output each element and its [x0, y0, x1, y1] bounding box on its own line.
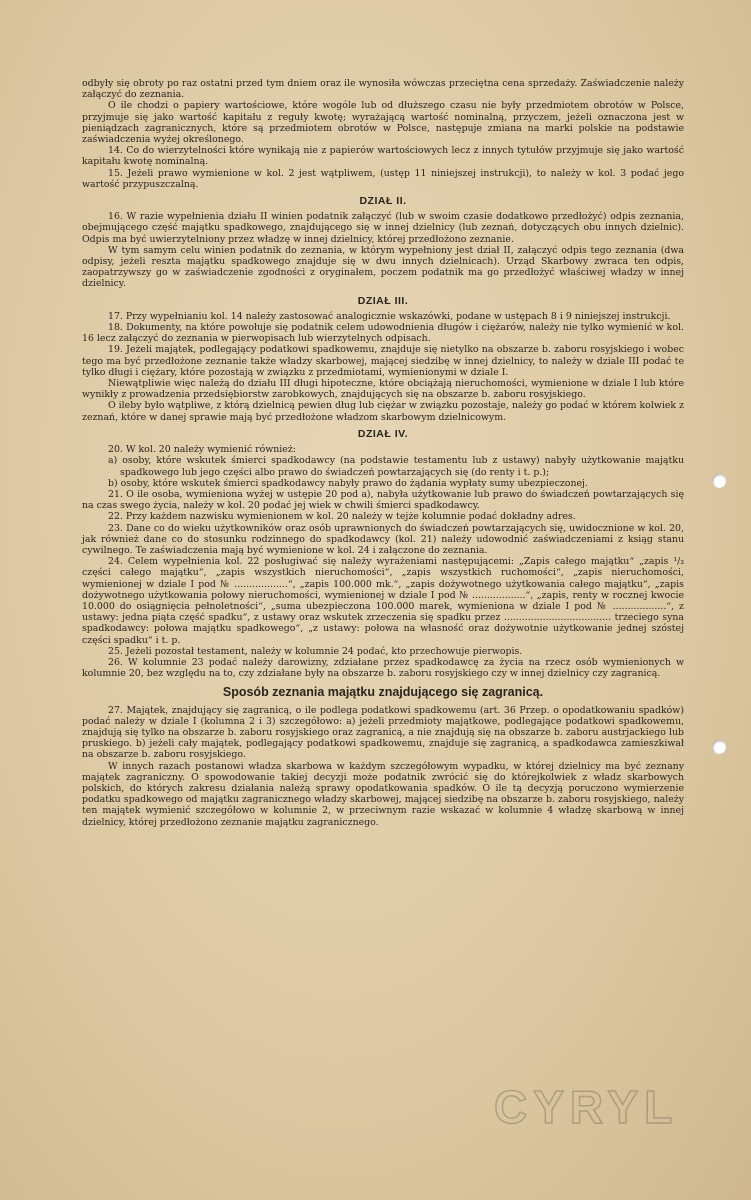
section-heading: DZIAŁ II. — [359, 195, 407, 208]
paragraph: 18. Dokumenty, na które powołuje się podatnik celem udowodnienia długów i ciężarów, należy nie tylko wymienić w kol. 16 lecz załączyć do zeznania w pierwopisach lub wierzytelnych odpisach. — [82, 322, 684, 345]
section-heading: DZIAŁ III. — [357, 294, 409, 307]
paragraph: odbyły się obroty po raz ostatni przed tym dniem oraz ile wynosiła wówczas przeciętna cena sprzedaży. Zaświadczenie należy załączyć do zeznania. — [82, 78, 684, 101]
paragraph: 19. Jeżeli majątek, podlegający podatkowi spadkowemu, znajduje się nietylko na obszarze b. zaboru rosyjskiego i wobec tego ma być przedłożone zeznanie także władzy skarbowej, mającej siedzibę w innej dzielnicy, to należy w dziale III podać te tylko długi i ciężary, które pozostają w związku z przedmiotami, wymienionymi w dziale I. — [82, 344, 684, 378]
paragraph: 24. Celem wypełnienia kol. 22 posługiwać się należy wyrażeniami następującemi: „Zapis całego majątku“ „zapis ¹/₃ części całego majątku“, „zapis wszystkich nieruchomości“, „zapis wszystkich ruchomości“, „zapis nieruchomości, wymienionej w dziale I pod № ..................“, „zapis 100.000 mk.“, „zapis dożywotnego użytkowania całego majątku“, „zapis dożywotnego użytkowania połowy nieruchomości, wymienionej w dziale I pod № ..................“, „zapis, renty w rocznej kwocie 10.000 do osiągnięcia pełnoletności“, „suma ubezpieczona 100.000 marek, wymieniona w dziale I pod № ..................“, z ustawy: jedna piąta część spadku“, z ustawy oraz wskutek zrzeczenia się spadku przez .................................... trzeciego syna spadkodawcy: połowa majątku spadkowego“, „z ustawy: połowa na własność oraz dożywotnie użytkowanie jednej szóstej części spadku“ i t. p. — [82, 556, 684, 646]
paragraph: a) osoby, które wskutek śmierci spadkodawcy (na podstawie testamentu lub z ustawy) nabyły użytkowanie majątku spadkowego lub jego części albo prawo do świadczeń powtarzających się (do renty i t. p.); — [108, 455, 684, 478]
paragraph: b) osoby, które wskutek śmierci spadkodawcy nabyły prawo do żądania wypłaty sumy ubezpieczonej. — [108, 477, 588, 489]
chapter-heading: Sposób zeznania majątku znajdującego się zagranicą. — [222, 685, 544, 700]
watermark: CYRYL — [494, 1081, 679, 1133]
paragraph: O ileby było wątpliwe, z którą dzielnicą pewien dług lub ciężar w związku pozostaje, należy go podać w którem kolwiek z zeznań, które w danej sprawie mają być przedłożone władzom skarbowym dzielnicowym. — [82, 400, 684, 423]
paragraph: 21. O ile osoba, wymieniona wyżej w ustępie 20 pod a), nabyła użytkowanie lub prawo do świadczeń powtarzających się na czas swego życia, należy w kol. 20 podać jej wiek w chwili śmierci spadkodawcy. — [82, 488, 684, 512]
paragraph: 14. Co do wierzytelności które wynikają nie z papierów wartościowych lecz z innych tytułów przyjmuje się jako wartość kapitału kwotę nominalną. — [82, 145, 684, 168]
paragraph: Niewątpliwie więc należą do działu III długi hipoteczne, które obciążają nieruchomości, wymienione w dziale I lub które wynikły z prowadzenia przedsiębiorstw zarobkowych, znajdujących się na obszarze b. zaboru rosyjskiego. — [82, 378, 684, 401]
document-body — [82, 78, 684, 828]
paragraph: 26. W kolumnie 23 podać należy darowizny, zdziałane przez spadkodawcę za życia na rzecz osób wymienionych w kolumnie 20, bez względu na to, czy zdziałane były na obszarze b. zaboru rosyjskiego czy w innej dzielnicy czy zagranicą. — [82, 656, 684, 680]
paragraph: W tym samym celu winien podatnik do zeznania, w którym wypełniony jest dział II, załączyć odpis tego zeznania (dwa odpisy, jeżeli reszta majątku spadkowego znajduje się w dwu innych dzielnicach). Urząd Skarbowy zwraca ten odpis, zaopatrzywszy go w zaświadczenie zgodności z oryginałem, poczem podatnik ma go przedłożyć właściwej władzy w innej dzielnicy. — [82, 244, 684, 290]
paragraph: W innych razach postanowi władza skarbowa w każdym szczegółowym wypadku, w której dzielnicy ma być zeznany majątek zagraniczny. O spowodowanie takiej decyzji może podatnik zwrócić się do którejkolwiek z władz skarbowych polskich, do których zakresu działania należą sprawy opodatkowania spadków. O ile tą decyzją poruczono wymierzenie podatku spadkowego od majątku zagranicznego władzy skarbowej, mającej siedzibę na obszarze b. zaboru rosyjskiego, należy ten majątek wymienić szczegółowo w kolumnie 2, w przeciwnym razie wskazać w kolumnie 4 władzę skarbową w innej dzielnicy, której przedłożono zeznanie majątku zagranicznego. — [82, 760, 684, 828]
punch-hole — [712, 474, 726, 488]
paragraph: 17. Przy wypełnianiu kol. 14 należy zastosować analogicznie wskazówki, podane w ustępach 8 i 9 niniejszej instrukcji. — [108, 310, 671, 322]
paragraph: 15. Jeżeli prawo wymienione w kol. 2 jest wątpliwem, (ustęp 11 niniejszej instrukcji), to należy w kol. 3 podać jego wartość przypuszczalną. — [82, 167, 684, 190]
paragraph: O ile chodzi o papiery wartościowe, które wogóle lub od dłuższego czasu nie były przedmiotem obrotów w Polsce, przyjmuje się jako wartość kapitału z reguły kwotę; wyrażającą wartość nominalną, przyczem, jeżeli oznaczona jest w pieniądzach zagranicznych, które są przedmiotem obrotów w Polsce, następuje zmiana na marki polskie na podstawie zaświadczenia wyżej określonego. — [82, 100, 684, 146]
paragraph: 22. Przy każdem nazwisku wymienionem w kol. 20 należy w tejże kolumnie podać dokładny adres. — [108, 511, 576, 523]
paragraph: 16. W razie wypełnienia działu II winien podatnik załączyć (lub w swoim czasie dodatkowo przedłożyć) odpis zeznania, obejmującego część majątku spadkowego, znajdującego się w innej dzielnicy (lub zeznań, dotyczących obu innych dzielnic). Odpis ma być uwierzytelniony przez władzę w innej dzielnicy, której przedłożono zeznanie. — [82, 211, 684, 245]
section-heading: DZIAŁ IV. — [357, 427, 409, 440]
punch-hole — [712, 740, 726, 754]
paragraph: 27. Majątek, znajdujący się zagranicą, o ile podlega podatkowi spadkowemu (art. 36 Przep. o opodatkowaniu spadków) podać należy w dziale I (kolumna 2 i 3) szczegółowo: a) jeżeli przedmioty majątkowe, podlegające podatkowi spadkowemu, znajdują się tylko na obszarze b. zaboru rosyjskiego oraz zagranicą, a nie znajdują się na obszarze b. zaboru austrjackiego lub pruskiego. b) jeżeli cały majątek, podlegający podatkowi spadkowemu, znajduje się zagranicą, a spadkodawca zamieszkiwał na obszarze b. zaboru rosyjskiego. — [82, 704, 684, 761]
paragraph: 20. W kol. 20 należy wymienić również: — [108, 444, 296, 456]
paragraph: 23. Dane co do wieku użytkowników oraz osób uprawnionych do świadczeń powtarzających się, uwidocznione w kol. 20, jak również dane co do stosunku rodzinnego do spadkodawcy (kol. 21) należy udowodnić zaświadczeniami z ksiąg stanu cywilnego. Te zaświadczenia mają być wymienione w kol. 24 i załączone do zeznania. — [82, 522, 684, 556]
paragraph: 25. Jeżeli pozostał testament, należy w kolumnie 24 podać, kto przechowuje pierwopis. — [108, 645, 523, 657]
